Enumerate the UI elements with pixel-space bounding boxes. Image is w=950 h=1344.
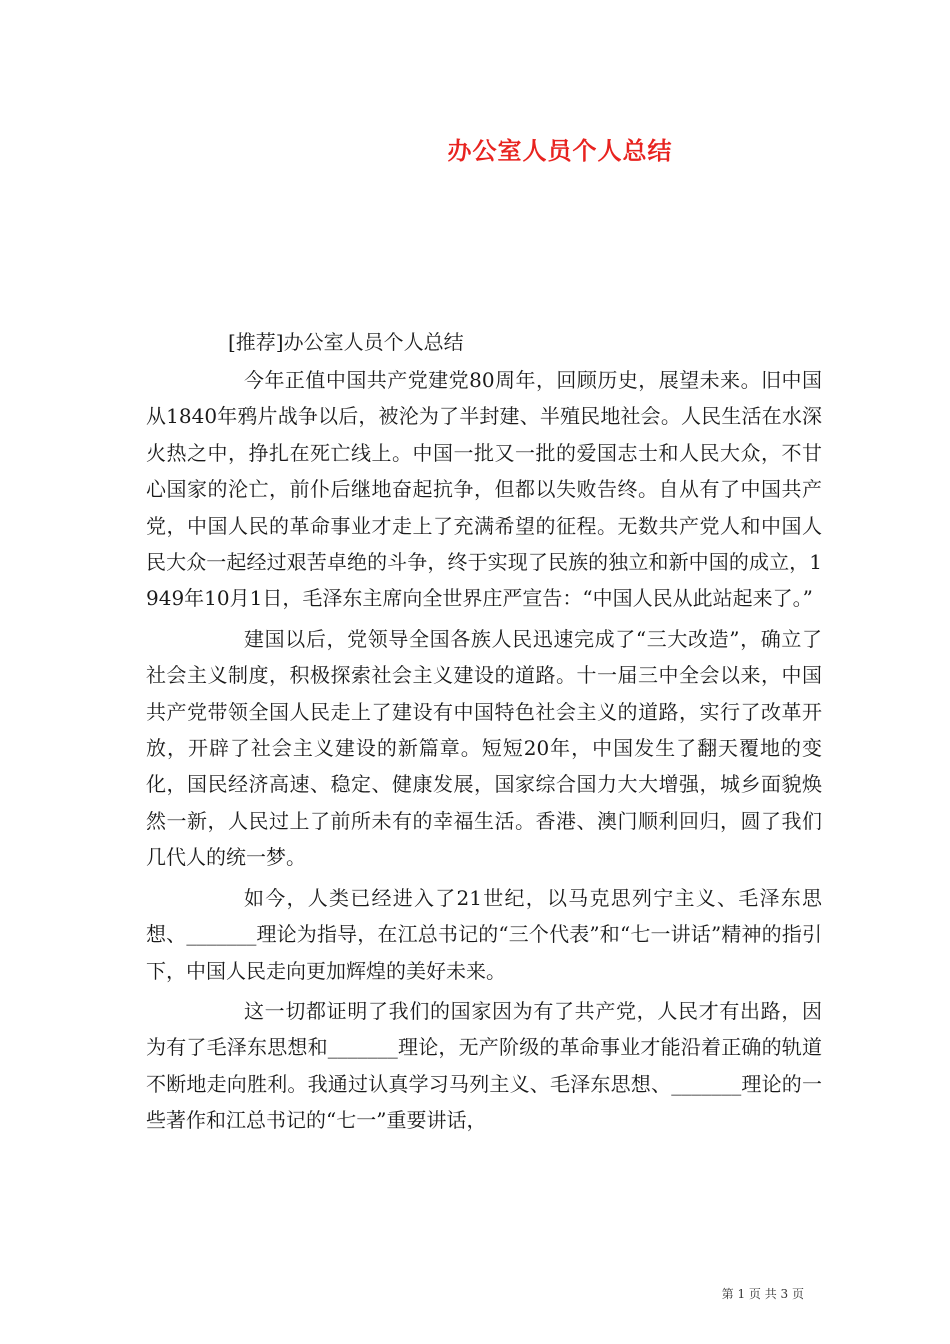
- paragraph-1: 今年正值中国共产党建党80周年，回顾历史，展望未来。旧中国从1840年鸦片战争以后，被沦为了半封建、半殖民地社会。人民生活在水深火热之中，挣扎在死亡线上。中国一批又一批的爱国志士和人民大众，不甘心国家的沦亡，前仆后继地奋起抗争，但都以失败告终。自从有了中国共产党，中国人民的革命事业才走上了充满希望的征程。无数共产党人和中国人民大众一起经过艰苦卓绝的斗争，终于实现了民族的独立和新中国的成立，1949年10月1日，毛泽东主席向全世界庄严宣告：“中国人民从此站起来了。”: [146, 368, 822, 611]
- document-title: 办公室人员个人总结: [447, 136, 673, 165]
- document-subtitle: [推荐]办公室人员个人总结: [228, 330, 464, 354]
- document-body: [146, 362, 822, 1143]
- page-number-footer: 第 1 页 共 3 页: [721, 1287, 804, 1301]
- paragraph-2: 建国以后，党领导全国各族人民迅速完成了“三大改造”，确立了社会主义制度，积极探索社会主义建设的道路。十一届三中全会以来，中国共产党带领全国人民走上了建设有中国特色社会主义的道路，实行了改革开放，开辟了社会主义建设的新篇章。短短20年，中国发生了翻天覆地的变化，国民经济高速、稳定、健康发展，国家综合国力大大增强，城乡面貌焕然一新，人民过上了前所未有的幸福生活。香港、澳门顺利回归，圆了我们几代人的统一梦。: [146, 626, 822, 870]
- paragraph-4: 这一切都证明了我们的国家因为有了共产党，人民才有出路，因为有了毛泽东思想和_______理论，无产阶级的革命事业才能沿着正确的轨道不断地走向胜利。我通过认真学习马列主义、毛泽东思想、_______理论的一些著作和江总书记的“七一”重要讲话，: [146, 998, 822, 1133]
- paragraph-3: 如今，人类已经进入了21世纪，以马克思列宁主义、毛泽东思想、_______理论为指导，在江总书记的“三个代表”和“七一讲话”精神的指引下，中国人民走向更加辉煌的美好未来。: [146, 885, 822, 983]
